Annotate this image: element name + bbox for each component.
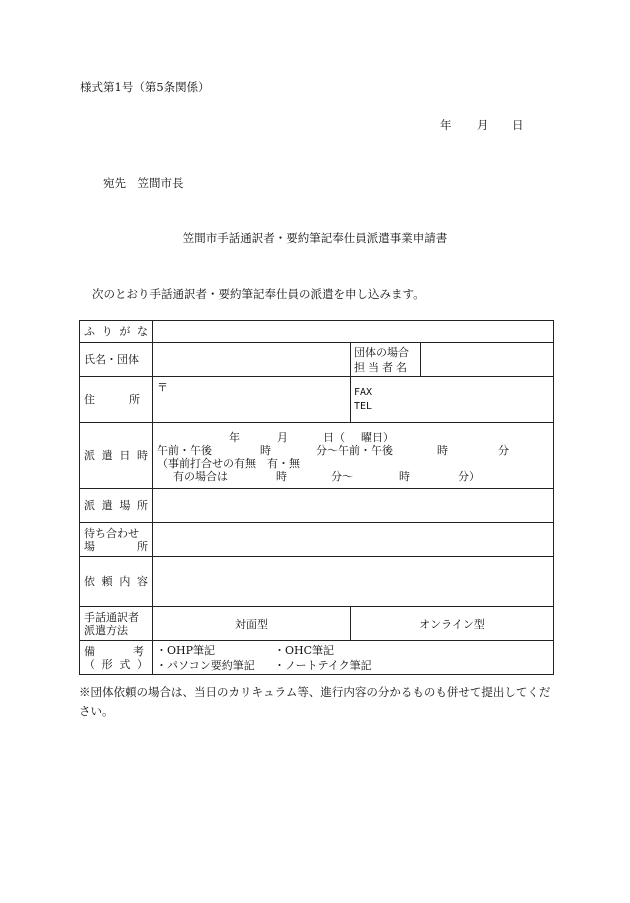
remarks-options xyxy=(153,641,554,675)
remarks-line-1 xyxy=(156,643,549,658)
fax-tel-cell[interactable] xyxy=(351,377,554,423)
footnote: ※団体依頼の場合は、当日のカリキュラム等、進行内容の分かるものも併せて提出してください。 xyxy=(79,685,551,718)
method-inperson-option[interactable]: 対面型 xyxy=(153,607,351,641)
datetime-line-4 xyxy=(157,470,549,483)
datetime-label-cell xyxy=(80,423,153,489)
name-label: 氏名・団体 xyxy=(80,343,153,377)
furigana-input[interactable] xyxy=(153,321,554,343)
request-row xyxy=(80,557,554,607)
remarks-line-2 xyxy=(156,658,549,673)
dt-if-hour-1: 時 xyxy=(276,469,287,483)
form-number: 様式第1号（第5条関係） xyxy=(80,80,210,94)
addressee: 宛先 笠間市長 xyxy=(103,176,184,190)
group-contact-label xyxy=(351,343,421,377)
request-label: 依 頼 内 容 xyxy=(84,575,148,588)
opt-ohc[interactable]: ・OHC筆記 xyxy=(274,643,335,657)
dt-year: 年 xyxy=(229,430,240,444)
fax-label: FAX xyxy=(354,386,373,398)
place-row xyxy=(80,489,554,523)
name-input[interactable] xyxy=(153,343,351,377)
dt-hour-2: 時 xyxy=(437,443,448,457)
datetime-line-1 xyxy=(157,431,549,444)
meeting-row xyxy=(80,523,554,557)
meeting-input[interactable] xyxy=(153,523,554,557)
method-label-1: 手話通訳者 xyxy=(84,610,139,624)
datetime-row xyxy=(80,423,554,489)
name-row xyxy=(80,343,554,377)
date-year-label: 年 xyxy=(440,118,452,132)
opt-notetake[interactable]: ・ノートテイク筆記 xyxy=(274,658,372,672)
request-input[interactable] xyxy=(153,557,554,607)
address-input[interactable] xyxy=(153,377,351,423)
datetime-label: 派 遣 日 時 xyxy=(84,449,148,462)
meeting-label-1: 待ち合わせ xyxy=(84,526,139,540)
document-title: 笠間市手話通訳者・要約筆記奉仕員派遣事業申請書 xyxy=(182,231,448,245)
remarks-label-1: 備 考 xyxy=(84,644,144,658)
datetime-line-3 xyxy=(157,457,549,470)
dt-if-yes: 有の場合は xyxy=(173,469,228,483)
dt-if-hour-2: 時 xyxy=(399,469,410,483)
furigana-label: ふ り が な xyxy=(84,325,148,338)
address-row xyxy=(80,377,554,423)
address-label: 住 所 xyxy=(84,393,140,406)
dt-min-2: 分 xyxy=(498,443,509,457)
datetime-line-2 xyxy=(157,444,549,457)
intro-text: 次のとおり手話通訳者・要約筆記奉仕員の派遣を申し込みます。 xyxy=(92,287,425,301)
place-label: 派 遣 場 所 xyxy=(84,499,148,512)
application-form-table xyxy=(79,320,554,675)
tel-label: TEL xyxy=(354,400,373,412)
meeting-label-2: 場 所 xyxy=(84,539,148,553)
date-line xyxy=(440,117,524,133)
dt-prior-meeting: （事前打合せの有無 有・無 xyxy=(157,456,300,470)
method-label-cell xyxy=(80,607,153,641)
meeting-label-cell xyxy=(80,523,153,557)
datetime-input[interactable] xyxy=(153,423,554,489)
furigana-row xyxy=(80,321,554,343)
date-day-label: 日 xyxy=(512,118,524,132)
opt-pc[interactable]: ・パソコン要約筆記 xyxy=(156,658,255,672)
remarks-row xyxy=(80,641,554,675)
remarks-label-2: （ 形 式 ） xyxy=(84,657,148,671)
address-label-cell xyxy=(80,377,153,423)
dt-day-open: 日（ xyxy=(323,430,345,444)
group-contact-label-2: 担当者名 xyxy=(354,360,410,374)
date-month-label: 月 xyxy=(477,118,489,132)
method-online-option[interactable]: オンライン型 xyxy=(351,607,554,641)
dt-if-min-close: 分） xyxy=(458,469,480,483)
dt-min-tilde: 分～午前・午後 xyxy=(316,443,393,457)
place-label-cell xyxy=(80,489,153,523)
dt-hour-1: 時 xyxy=(260,443,271,457)
place-input[interactable] xyxy=(153,489,554,523)
method-row xyxy=(80,607,554,641)
request-label-cell xyxy=(80,557,153,607)
furigana-label-cell xyxy=(80,321,153,343)
remarks-label-cell xyxy=(80,641,153,675)
dt-month: 月 xyxy=(277,430,288,444)
dt-weekday-close: 曜日） xyxy=(361,430,394,444)
dt-ampm-1: 午前・午後 xyxy=(157,443,212,457)
method-label-2: 派遣方法 xyxy=(84,623,128,637)
group-contact-label-1: 団体の場合 xyxy=(354,345,409,359)
dt-if-min-tilde: 分～ xyxy=(331,469,353,483)
opt-ohp[interactable]: ・OHP筆記 xyxy=(156,643,216,657)
group-contact-input[interactable] xyxy=(421,343,554,377)
postal-mark: 〒 xyxy=(157,381,168,394)
